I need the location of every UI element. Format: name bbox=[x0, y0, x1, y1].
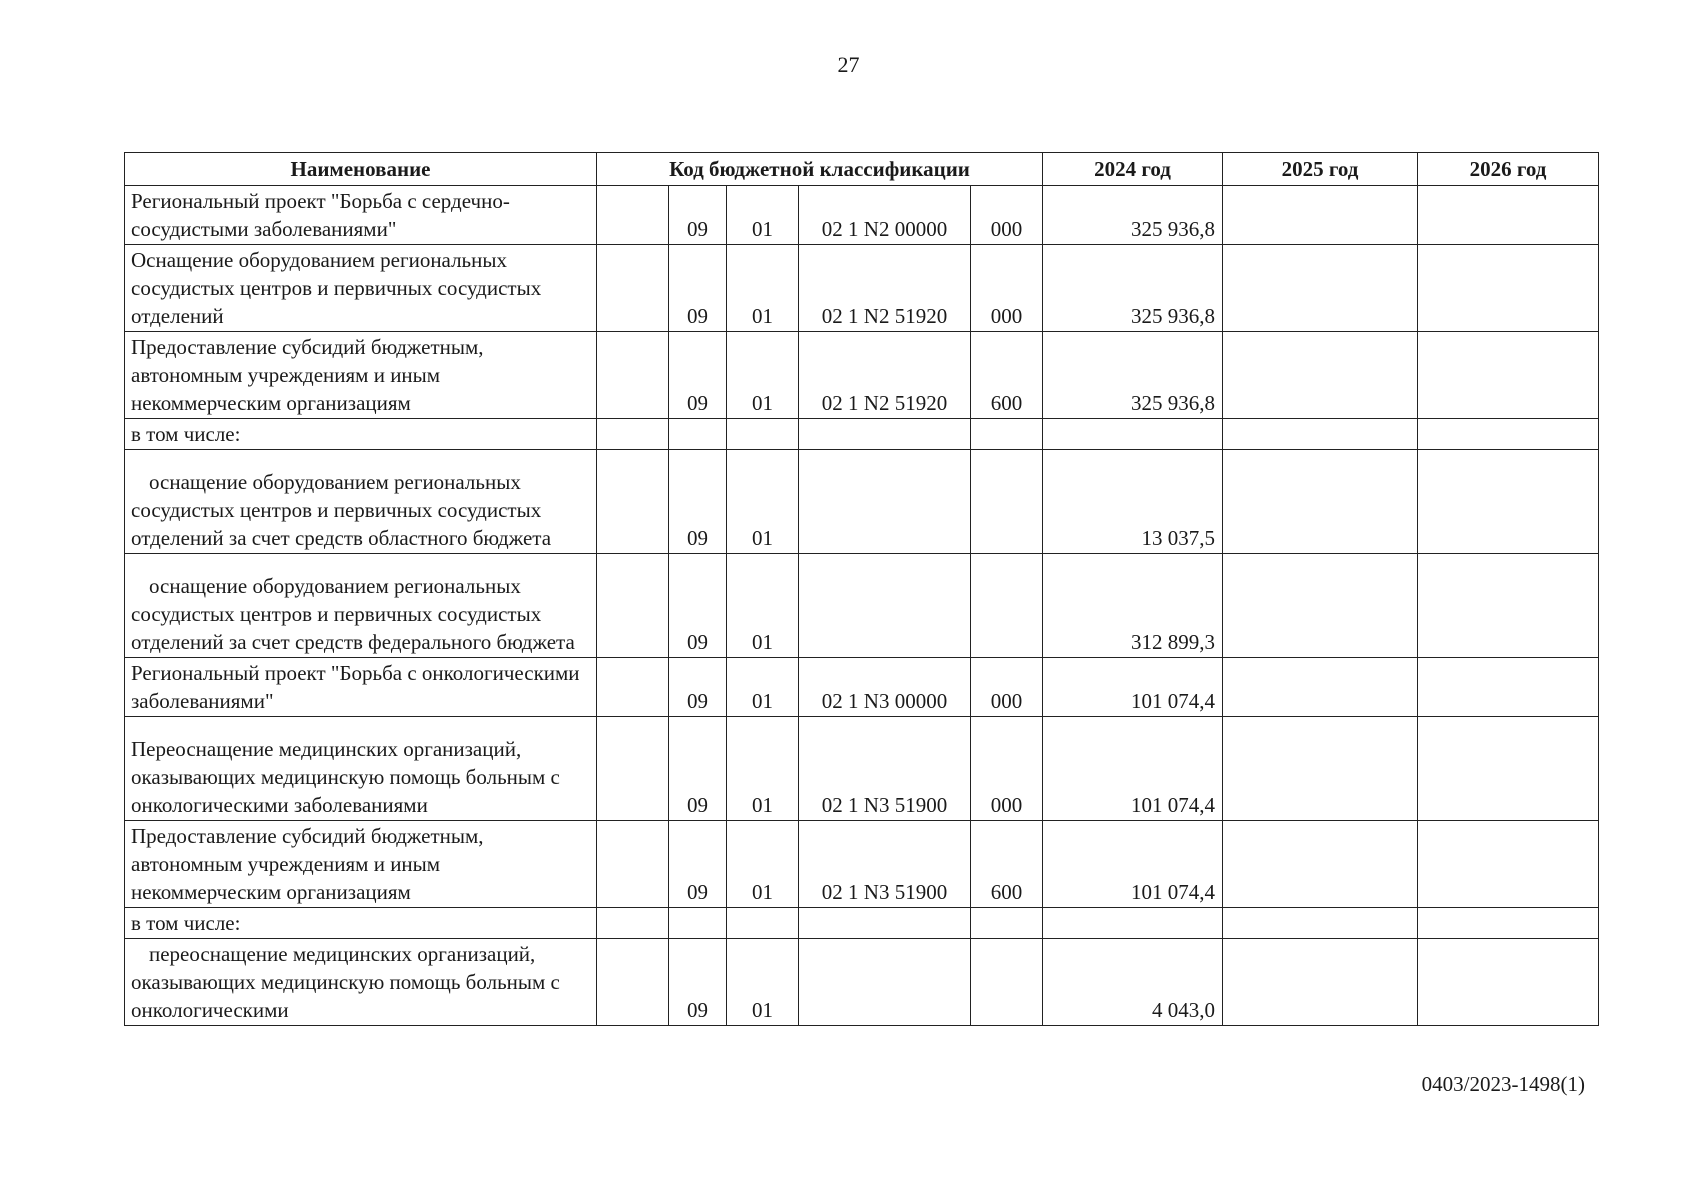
amount-2025 bbox=[1223, 717, 1418, 821]
code-cell bbox=[597, 554, 669, 658]
code-section: 09 bbox=[669, 821, 727, 908]
header-2026: 2026 год bbox=[1418, 153, 1599, 186]
code-cell bbox=[597, 821, 669, 908]
row-name: Переоснащение медицинских организаций, оказывающих медицинскую помощь больным с онкологическими заболеваниями bbox=[125, 717, 597, 821]
code-expense-type: 600 bbox=[971, 332, 1043, 419]
code-cell bbox=[597, 419, 669, 450]
amount-2024: 13 037,5 bbox=[1043, 450, 1223, 554]
table-row bbox=[125, 245, 1599, 332]
amount-2025 bbox=[1223, 658, 1418, 717]
row-name: переоснащение медицинских организаций, оказывающих медицинскую помощь больным с онкологическими bbox=[125, 939, 597, 1026]
code-section bbox=[669, 908, 727, 939]
table-row bbox=[125, 821, 1599, 908]
code-subsection: 01 bbox=[727, 821, 799, 908]
table-row bbox=[125, 717, 1599, 821]
row-name: в том числе: bbox=[125, 419, 597, 450]
table-row bbox=[125, 908, 1599, 939]
code-subsection: 01 bbox=[727, 939, 799, 1026]
code-target-article: 02 1 N2 00000 bbox=[799, 186, 971, 245]
amount-2026 bbox=[1418, 658, 1599, 717]
code-cell bbox=[597, 186, 669, 245]
amount-2025 bbox=[1223, 908, 1418, 939]
amount-2024: 4 043,0 bbox=[1043, 939, 1223, 1026]
amount-2024: 325 936,8 bbox=[1043, 245, 1223, 332]
amount-2026 bbox=[1418, 939, 1599, 1026]
code-section: 09 bbox=[669, 658, 727, 717]
code-expense-type bbox=[971, 554, 1043, 658]
code-target-article: 02 1 N3 51900 bbox=[799, 821, 971, 908]
code-subsection bbox=[727, 419, 799, 450]
row-name: Оснащение оборудованием региональных сосудистых центров и первичных сосудистых отделений bbox=[125, 245, 597, 332]
row-name: оснащение оборудованием региональных сосудистых центров и первичных сосудистых отделений за счет средств областного бюджета bbox=[125, 450, 597, 554]
code-expense-type bbox=[971, 450, 1043, 554]
code-expense-type: 000 bbox=[971, 245, 1043, 332]
code-target-article bbox=[799, 939, 971, 1026]
code-section: 09 bbox=[669, 186, 727, 245]
row-name: Региональный проект "Борьба с онкологическими заболеваниями" bbox=[125, 658, 597, 717]
row-name: Предоставление субсидий бюджетным, автономным учреждениям и иным некоммерческим организациям bbox=[125, 821, 597, 908]
amount-2025 bbox=[1223, 419, 1418, 450]
amount-2025 bbox=[1223, 554, 1418, 658]
code-target-article: 02 1 N2 51920 bbox=[799, 332, 971, 419]
code-section: 09 bbox=[669, 717, 727, 821]
header-code: Код бюджетной классификации bbox=[597, 153, 1043, 186]
code-cell bbox=[597, 908, 669, 939]
code-cell bbox=[597, 245, 669, 332]
code-target-article: 02 1 N3 51900 bbox=[799, 717, 971, 821]
amount-2026 bbox=[1418, 908, 1599, 939]
code-subsection: 01 bbox=[727, 658, 799, 717]
code-cell bbox=[597, 717, 669, 821]
code-expense-type: 000 bbox=[971, 717, 1043, 821]
amount-2026 bbox=[1418, 245, 1599, 332]
code-subsection: 01 bbox=[727, 186, 799, 245]
code-subsection: 01 bbox=[727, 554, 799, 658]
amount-2025 bbox=[1223, 939, 1418, 1026]
code-expense-type: 000 bbox=[971, 658, 1043, 717]
header-2024: 2024 год bbox=[1043, 153, 1223, 186]
amount-2024: 101 074,4 bbox=[1043, 821, 1223, 908]
amount-2025 bbox=[1223, 821, 1418, 908]
header-name: Наименование bbox=[125, 153, 597, 186]
amount-2025 bbox=[1223, 332, 1418, 419]
code-expense-type bbox=[971, 939, 1043, 1026]
amount-2024: 101 074,4 bbox=[1043, 658, 1223, 717]
code-subsection: 01 bbox=[727, 245, 799, 332]
code-target-article bbox=[799, 554, 971, 658]
code-subsection: 01 bbox=[727, 717, 799, 821]
amount-2024: 312 899,3 bbox=[1043, 554, 1223, 658]
code-subsection: 01 bbox=[727, 450, 799, 554]
row-name: в том числе: bbox=[125, 908, 597, 939]
code-expense-type bbox=[971, 908, 1043, 939]
code-subsection bbox=[727, 908, 799, 939]
amount-2026 bbox=[1418, 554, 1599, 658]
amount-2026 bbox=[1418, 821, 1599, 908]
row-name: оснащение оборудованием региональных сосудистых центров и первичных сосудистых отделений за счет средств федерального бюджета bbox=[125, 554, 597, 658]
table-header-row bbox=[125, 153, 1599, 186]
table-row bbox=[125, 554, 1599, 658]
code-expense-type: 000 bbox=[971, 186, 1043, 245]
document-id: 0403/2023-1498(1) bbox=[1421, 1072, 1585, 1096]
header-2025: 2025 год bbox=[1223, 153, 1418, 186]
table-body bbox=[125, 186, 1599, 1026]
budget-table bbox=[124, 152, 1599, 1026]
table-row bbox=[125, 939, 1599, 1026]
amount-2026 bbox=[1418, 186, 1599, 245]
amount-2026 bbox=[1418, 717, 1599, 821]
code-cell bbox=[597, 939, 669, 1026]
row-name: Региональный проект "Борьба с сердечно-сосудистыми заболеваниями" bbox=[125, 186, 597, 245]
amount-2024 bbox=[1043, 908, 1223, 939]
code-target-article bbox=[799, 450, 971, 554]
code-cell bbox=[597, 332, 669, 419]
amount-2024: 325 936,8 bbox=[1043, 186, 1223, 245]
amount-2026 bbox=[1418, 419, 1599, 450]
table-row bbox=[125, 450, 1599, 554]
amount-2025 bbox=[1223, 450, 1418, 554]
code-target-article bbox=[799, 908, 971, 939]
page-number: 27 bbox=[837, 52, 860, 77]
amount-2025 bbox=[1223, 245, 1418, 332]
amount-2024: 325 936,8 bbox=[1043, 332, 1223, 419]
amount-2026 bbox=[1418, 332, 1599, 419]
amount-2025 bbox=[1223, 186, 1418, 245]
code-section: 09 bbox=[669, 245, 727, 332]
code-target-article: 02 1 N2 51920 bbox=[799, 245, 971, 332]
code-section: 09 bbox=[669, 554, 727, 658]
code-target-article: 02 1 N3 00000 bbox=[799, 658, 971, 717]
row-name: Предоставление субсидий бюджетным, автономным учреждениям и иным некоммерческим организациям bbox=[125, 332, 597, 419]
code-section: 09 bbox=[669, 450, 727, 554]
table-row bbox=[125, 658, 1599, 717]
code-target-article bbox=[799, 419, 971, 450]
amount-2024 bbox=[1043, 419, 1223, 450]
table-row bbox=[125, 332, 1599, 419]
table-row bbox=[125, 186, 1599, 245]
code-subsection: 01 bbox=[727, 332, 799, 419]
code-section: 09 bbox=[669, 332, 727, 419]
code-cell bbox=[597, 658, 669, 717]
table-row bbox=[125, 419, 1599, 450]
code-expense-type bbox=[971, 419, 1043, 450]
code-cell bbox=[597, 450, 669, 554]
code-expense-type: 600 bbox=[971, 821, 1043, 908]
amount-2026 bbox=[1418, 450, 1599, 554]
amount-2024: 101 074,4 bbox=[1043, 717, 1223, 821]
code-section bbox=[669, 419, 727, 450]
code-section: 09 bbox=[669, 939, 727, 1026]
